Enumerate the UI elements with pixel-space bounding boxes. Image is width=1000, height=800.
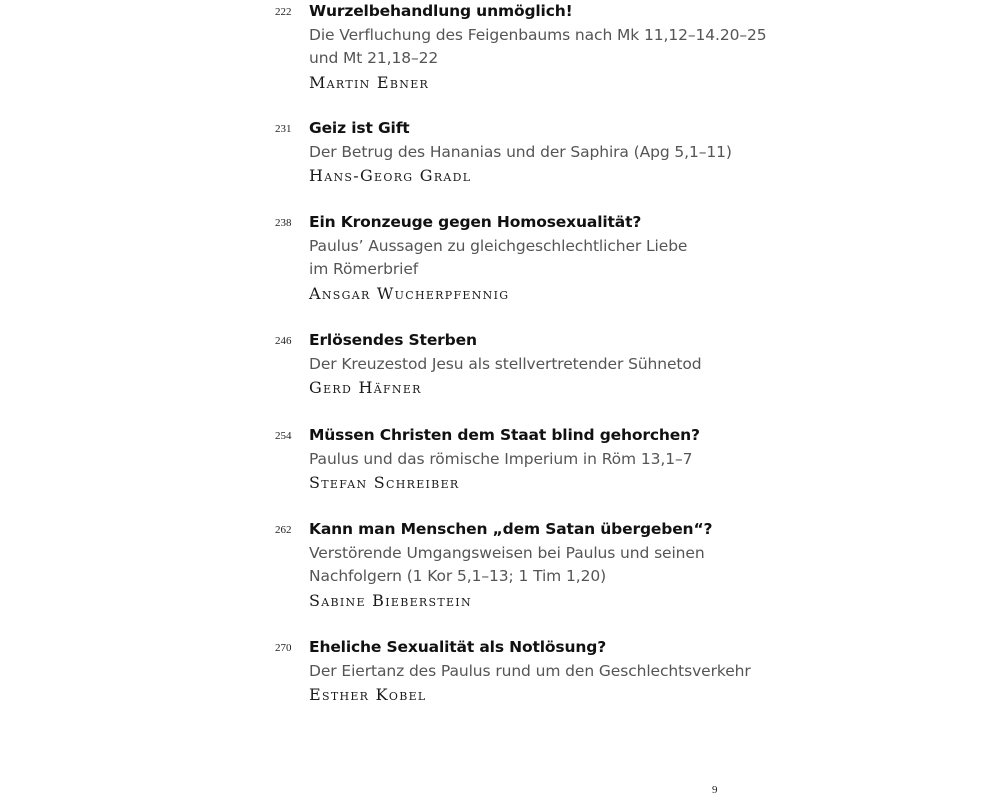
toc-page-number: 262 [275, 524, 292, 536]
toc-entry-title[interactable]: Ein Kronzeuge gegen Homosexualität? [309, 213, 642, 231]
toc-entry-body [309, 636, 749, 707]
toc-entry-title[interactable]: Wurzelbehandlung unmöglich! [309, 2, 573, 20]
toc-entry-subtitle-line: Paulus’ Aussagen zu gleichgeschlechtlicher Liebe [309, 236, 688, 255]
toc-entry-subtitle-line: Der Kreuzestod Jesu als stellvertretender Sühnetod [309, 354, 702, 373]
toc-page-number: 254 [275, 430, 292, 442]
toc-page-number: 238 [275, 217, 292, 229]
toc-entry-subtitle-line: Die Verfluchung des Feigenbaums nach Mk 11,12–14.20–25 [309, 25, 767, 44]
toc-entry-subtitle-line: und Mt 21,18–22 [309, 49, 439, 67]
toc-entry-author: Hans-Georg Gradl [309, 166, 472, 185]
toc-entry-author: Martin Ebner [309, 72, 430, 92]
toc-entry-body [309, 518, 749, 612]
toc-entry-title[interactable]: Müssen Christen dem Staat blind gehorchen? [309, 426, 700, 444]
toc-entry-title[interactable]: Eheliche Sexualität als Notlösung? [309, 638, 607, 656]
toc-page-number: 246 [275, 335, 292, 347]
toc-entry-subtitle-line: im Römerbrief [309, 260, 419, 278]
toc-entry-subtitle-line: Paulus und das römische Imperium in Röm 13,1–7 [309, 449, 693, 468]
toc-entry-subtitle-line: Verstörende Umgangsweisen bei Paulus und seinen [309, 543, 705, 562]
toc-entry-subtitle-line: Der Eiertanz des Paulus rund um den Geschlechtsverkehr [309, 661, 751, 680]
toc-entry-author: Esther Kobel [309, 685, 427, 704]
toc-entry-title[interactable]: Erlösendes Sterben [309, 331, 477, 349]
toc-entry-title[interactable]: Kann man Menschen „dem Satan übergeben“? [309, 520, 713, 538]
toc-entry-subtitle-line: Nachfolgern (1 Kor 5,1–13; 1 Tim 1,20) [309, 567, 607, 585]
toc-entry-author: Gerd Häfner [309, 378, 422, 397]
toc-entry-title[interactable]: Geiz ist Gift [309, 119, 410, 137]
toc-entry-body [309, 329, 749, 400]
toc-entry-author: Stefan Schreiber [309, 473, 460, 492]
toc-entry-body [309, 424, 749, 495]
toc-entry-body [309, 211, 749, 305]
toc-page-number: 270 [275, 642, 292, 654]
toc-page-number: 222 [275, 6, 292, 18]
toc-entry-author: Ansgar Wucherpfennig [309, 283, 510, 303]
page-number-folio: 9 [712, 784, 718, 796]
toc-entry-author: Sabine Bieberstein [309, 590, 472, 610]
toc-entry-subtitle-line: Der Betrug des Hananias und der Saphira (Apg 5,1–11) [309, 142, 732, 161]
toc-page-number: 231 [275, 123, 292, 135]
toc-entry-body [309, 0, 767, 94]
toc-entry-body [309, 117, 749, 188]
